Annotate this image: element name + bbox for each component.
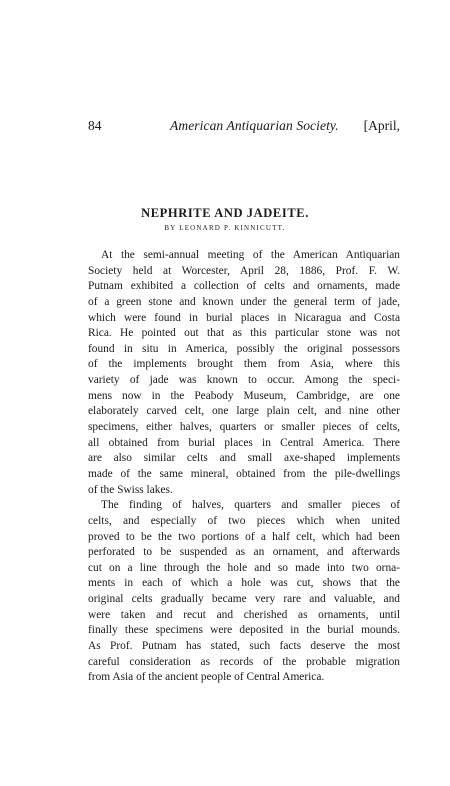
text-line: finally these specimens were deposited in the burial mounds. [88, 624, 400, 637]
paragraph [88, 498, 400, 686]
text-line: are also similar celts and small axe-shaped implements [88, 452, 400, 465]
text-line: variety of jade was known to occur. Among the speci- [88, 374, 400, 387]
header-month: [April, [363, 118, 400, 133]
text-line: were taken and recut and cherished as ornaments, until [88, 608, 400, 621]
text-line: found in situ in America, possibly the original possessors [88, 342, 400, 355]
text-line: As Prof. Putnam has stated, such facts deserve the most [88, 640, 400, 653]
article-title: NEPHRITE AND JADEITE. [141, 206, 309, 220]
text-line: from Asia of the ancient people of Central America. [88, 671, 325, 684]
text-line: mens now in the Peabody Museum, Cambridge, are one [88, 389, 400, 402]
text-line: Putnam exhibited a collection of celts and ornaments, made [88, 280, 400, 293]
page-number: 84 [88, 118, 102, 133]
article-body [88, 248, 400, 686]
text-line: specimens, either halves, quarters or smaller pieces of celts, [88, 421, 400, 434]
text-line: careful consideration as records of the probable migration [88, 655, 400, 668]
text-line: of a green stone and known under the general term of jade, [88, 295, 400, 308]
text-line: all obtained from burial places in Central America. There [88, 436, 400, 449]
text-line: which were found in burial places in Nicaragua and Costa [88, 311, 400, 324]
text-line: elaborately carved celt, one large plain celt, and nine other [88, 405, 400, 418]
text-line: of the implements brought them from Asia, where this [88, 358, 400, 371]
text-line: At the semi-annual meeting of the American Antiquarian [101, 249, 400, 261]
text-line: Society held at Worcester, April 28, 1886, Prof. F. W. [88, 264, 400, 277]
running-title: American Antiquarian Society. [170, 118, 339, 133]
text-line: celts, and especially of two pieces which when united [88, 514, 400, 527]
text-line: ments in each of which a hole was cut, shows that the [88, 577, 400, 590]
text-line: made of the same mineral, obtained from the pile-dwellings [88, 467, 400, 480]
paragraph [88, 248, 400, 498]
text-line: cut on a line through the hole and so made into two orna- [88, 561, 400, 574]
text-line: Rica. He pointed out that as this particular stone was not [88, 327, 400, 340]
text-line: perforated to be suspended as an ornament, and afterwards [88, 546, 400, 559]
text-line: proved to be the two portions of a half celt, which had been [88, 530, 400, 543]
text-line: original celts gradually became very rare and valuable, and [88, 593, 400, 606]
text-line: of the Swiss lakes. [88, 483, 173, 496]
article-byline: BY LEONARD P. KINNICUTT. [164, 224, 286, 232]
text-line: The finding of halves, quarters and smaller pieces of [101, 499, 400, 512]
